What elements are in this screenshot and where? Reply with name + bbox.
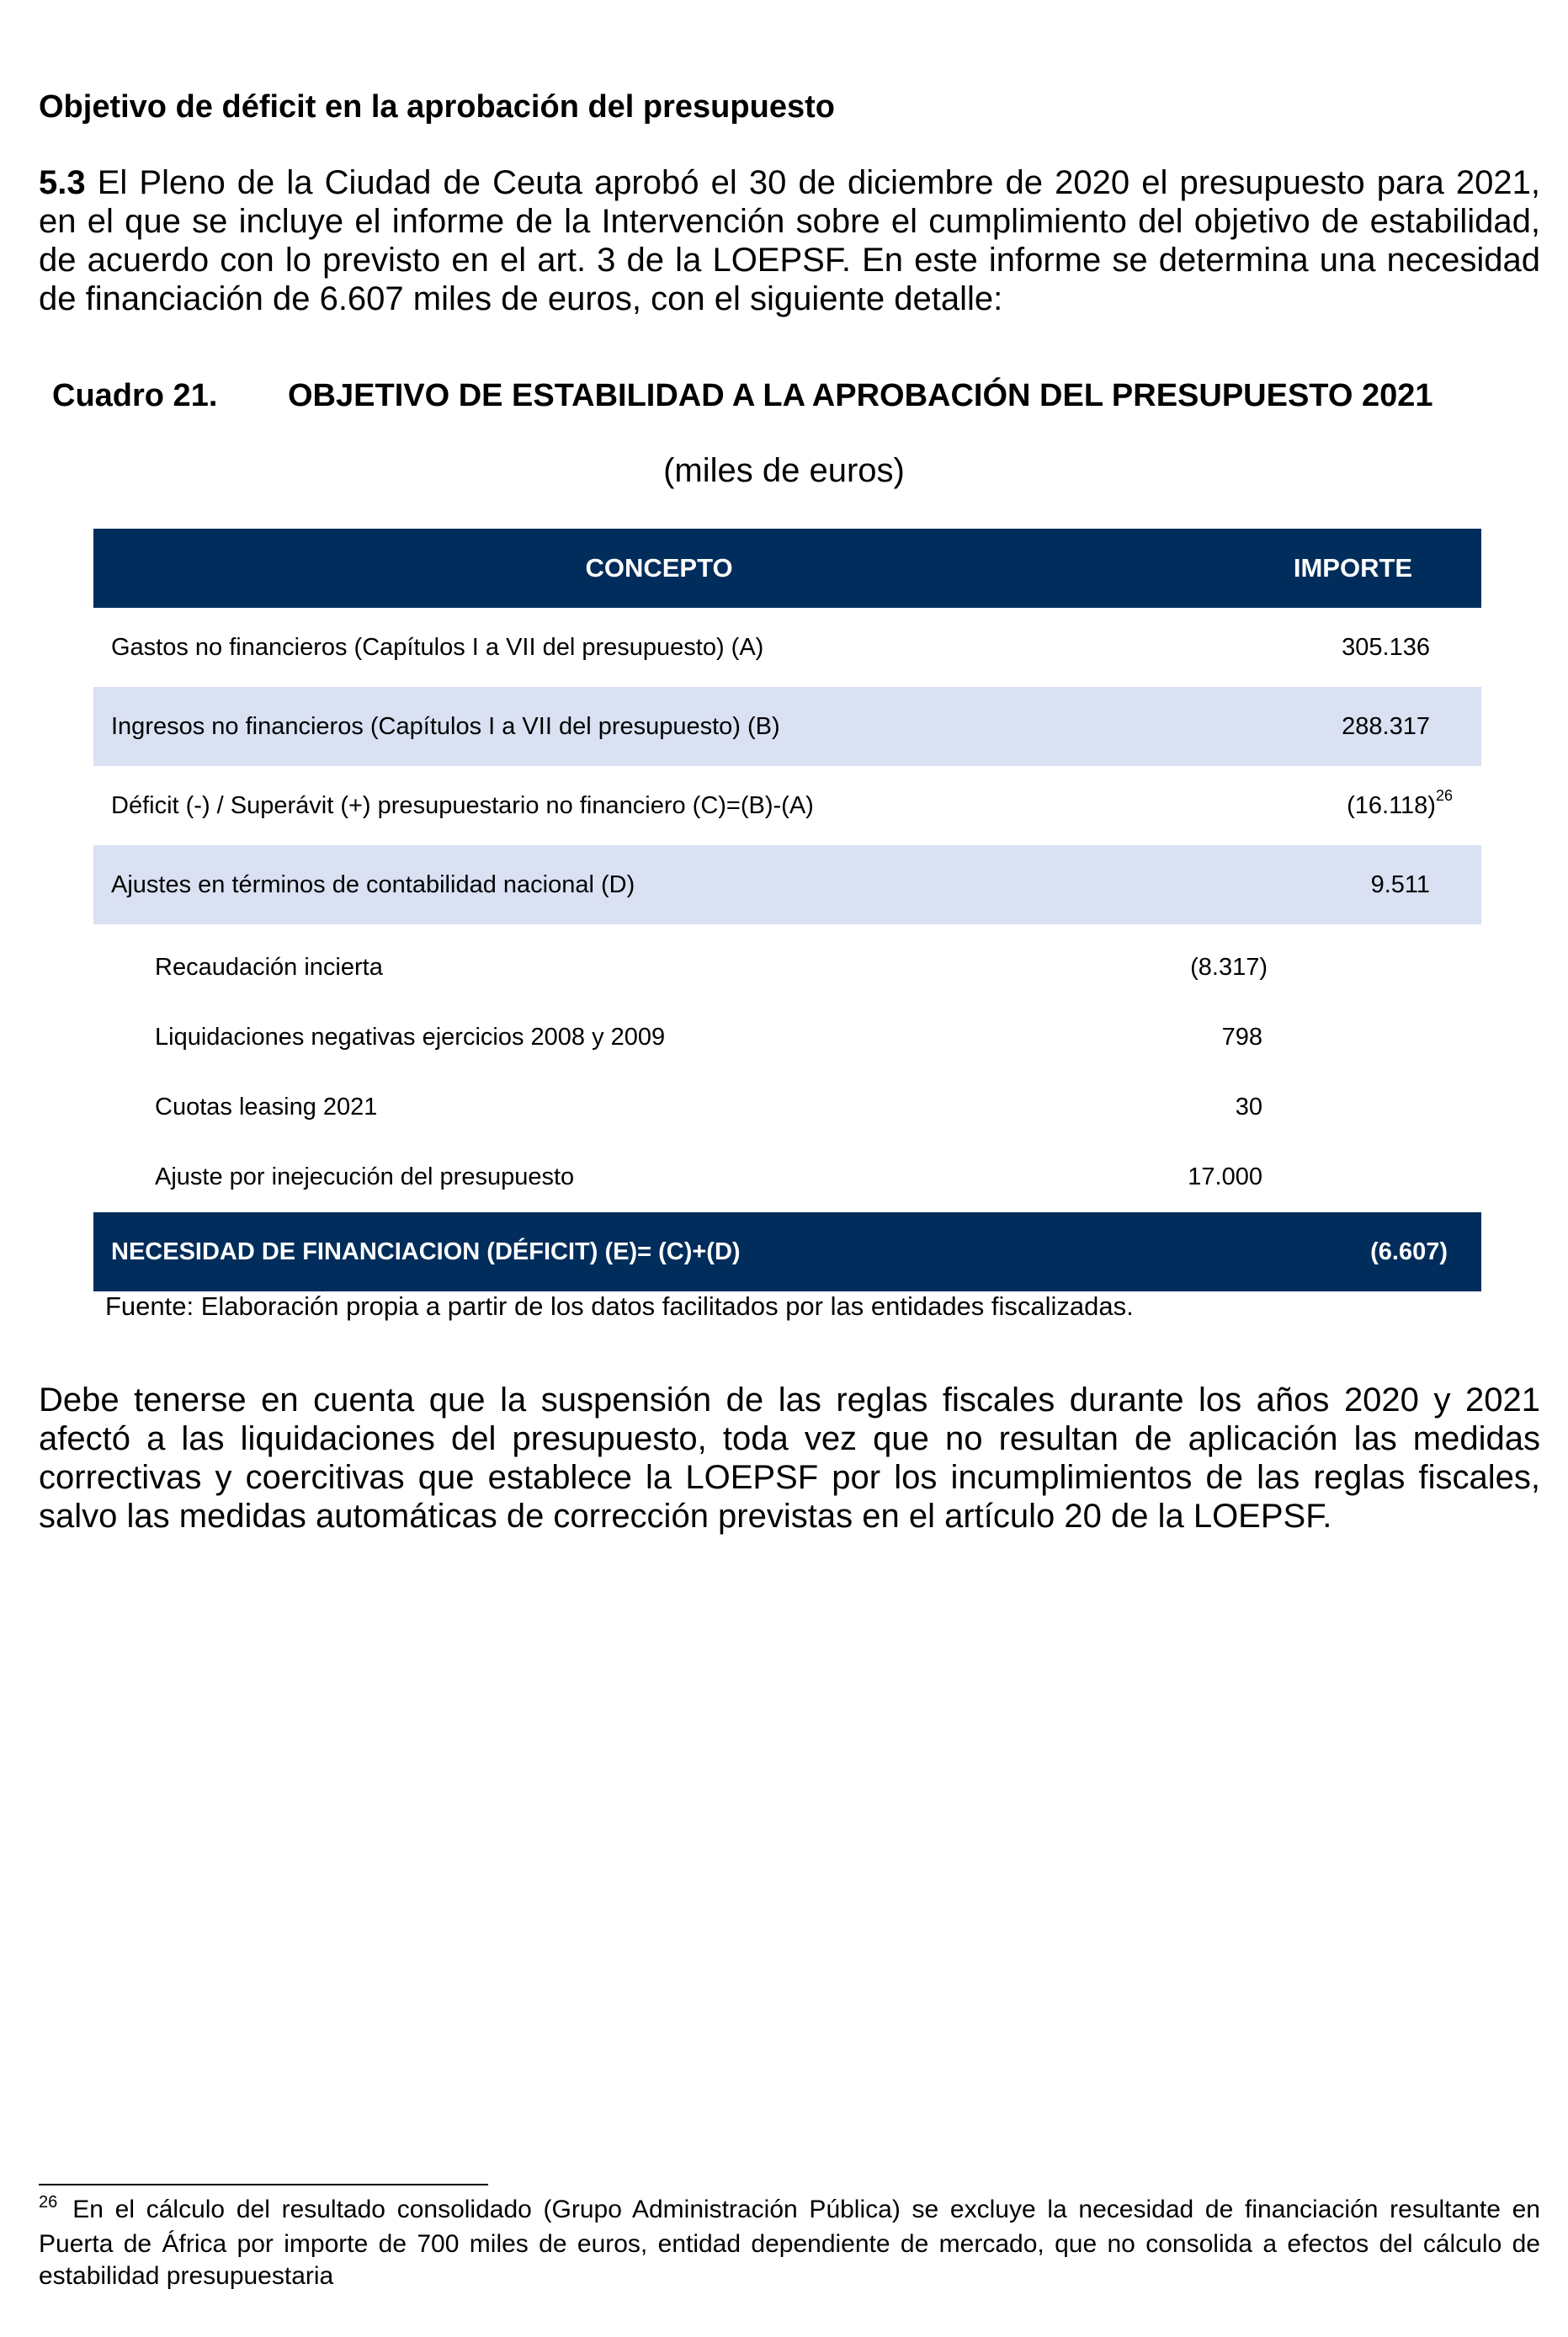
table-row	[93, 845, 1481, 924]
paragraph-5-3	[39, 163, 1540, 318]
row-amount-with-note	[1347, 766, 1453, 845]
subrow-amount: (8.317)	[1190, 954, 1268, 981]
footnote-mark: 26	[39, 2193, 58, 2212]
footnote-text: En el cálculo del resultado consolidado (Grupo Administración Pública) se excluye la necesidad de financiación resultante en Puerta de África por importe de 700 miles de euros, entidad dependiente de mercado, que no consolida a efectos del cálculo de estabilidad presupuestaria	[39, 2196, 1540, 2290]
table-units: (miles de euros)	[663, 452, 905, 489]
total-concept: NECESIDAD DE FINANCIACION (DÉFICIT) (E)= (C)+(D)	[111, 1238, 741, 1265]
subrow-concept: Cuotas leasing 2021	[155, 1094, 378, 1121]
table-caption	[52, 375, 1533, 417]
row-concept: Gastos no financieros (Capítulos I a VII del presupuesto) (A)	[111, 634, 764, 661]
table-row	[93, 766, 1481, 845]
row-amount: 305.136	[1342, 634, 1430, 661]
table-title: OBJETIVO DE ESTABILIDAD A LA APROBACIÓN DEL PRESUPUESTO 2021	[288, 378, 1433, 413]
paragraph-number: 5.3	[39, 164, 86, 201]
header-amount: IMPORTE	[1293, 553, 1413, 583]
header-concept: CONCEPTO	[585, 553, 733, 583]
subrow-concept: Liquidaciones negativas ejercicios 2008 y 2009	[155, 1024, 666, 1051]
stability-table	[93, 529, 1481, 1291]
total-amount: (6.607)	[1370, 1238, 1448, 1265]
row-amount: 288.317	[1342, 713, 1430, 740]
table-total-row	[93, 1212, 1481, 1291]
table-row	[93, 608, 1481, 687]
section-heading: Objetivo de déficit en la aprobación del presupuesto	[39, 89, 835, 125]
paragraph-fiscal-rules: Debe tenerse en cuenta que la suspensión de las reglas fiscales durante los años 2020 y 2021 afectó a las liquidaciones del presupuesto, toda vez que no resultan de aplicación las medidas correctivas y coercitivas que establece la LOEPSF por los incumplimientos de las reglas fiscales, salvo las medidas automáticas de corrección previstas en el artículo 20 de la LOEPSF.	[39, 1381, 1540, 1535]
row-amount: 9.511	[1370, 871, 1430, 898]
table-subrow	[93, 1073, 1481, 1142]
table-label: Cuadro 21.	[52, 378, 218, 413]
table-subrow	[93, 1003, 1481, 1073]
subrow-amount: 17.000	[1188, 1163, 1262, 1190]
footnote-divider	[39, 2184, 488, 2185]
subrow-amount: 30	[1235, 1094, 1262, 1121]
footnote	[39, 2194, 1540, 2292]
row-amount: (16.118)	[1347, 792, 1436, 819]
table-subrow	[93, 1142, 1481, 1212]
table-subrow	[93, 933, 1481, 1003]
table-spacer	[93, 924, 1481, 933]
table-source: Fuente: Elaboración propia a partir de los datos facilitados por las entidades fiscalizadas.	[105, 1291, 1134, 1321]
paragraph-text: El Pleno de la Ciudad de Ceuta aprobó el 30 de diciembre de 2020 el presupuesto para 2021, en el que se incluye el informe de la Intervención sobre el cumplimiento del objetivo de estabilidad, de acuerdo con lo previsto en el art. 3 de la LOEPSF. En este informe se determina una necesidad de financiación de 6.607 miles de euros, con el siguiente detalle:	[39, 164, 1540, 317]
table-row	[93, 687, 1481, 766]
row-concept: Ingresos no financieros (Capítulos I a VII del presupuesto) (B)	[111, 713, 780, 740]
subrow-concept: Recaudación incierta	[155, 954, 383, 981]
row-concept: Ajustes en términos de contabilidad nacional (D)	[111, 871, 635, 898]
table-header-row	[93, 529, 1481, 608]
row-concept: Déficit (-) / Superávit (+) presupuestario no financiero (C)=(B)-(A)	[111, 792, 814, 819]
subrow-concept: Ajuste por inejecución del presupuesto	[155, 1163, 575, 1190]
subrow-amount: 798	[1221, 1024, 1262, 1051]
footnote-reference[interactable]: 26	[1435, 787, 1453, 805]
